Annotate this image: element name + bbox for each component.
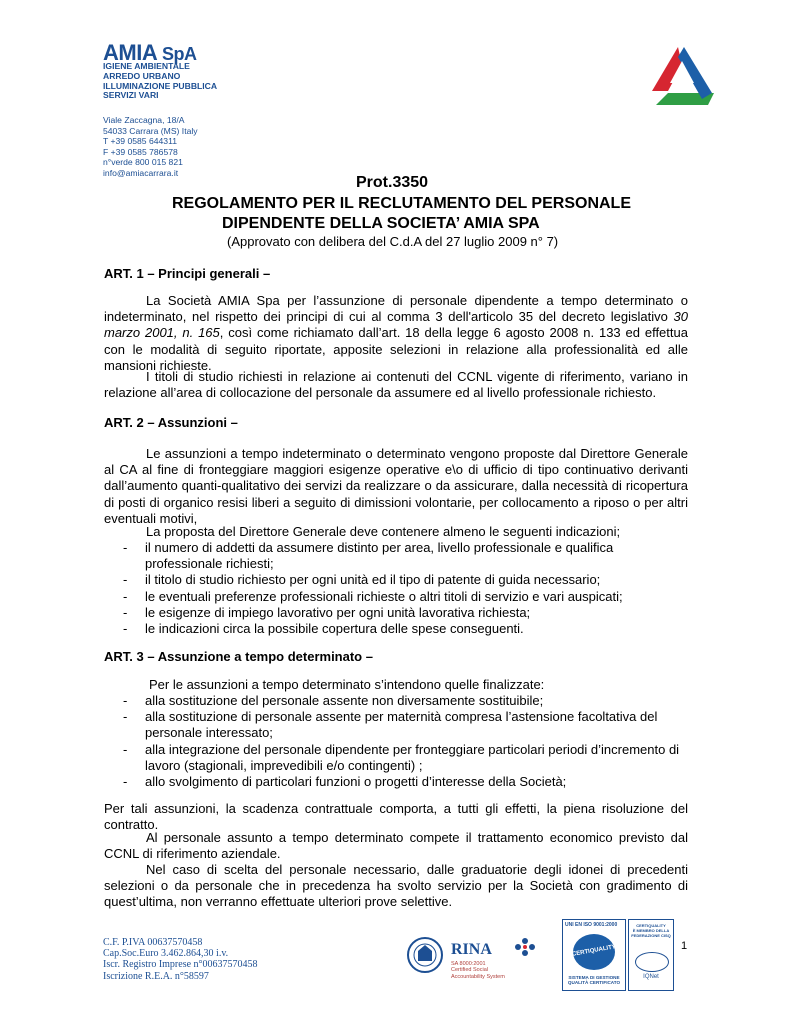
art3-intro: Per le assunzioni a tempo determinato s’intendono quelle finalizzate:: [149, 677, 545, 692]
art2-paragraph-1: Le assunzioni a tempo indeterminato o determinato vengono proposte dal Direttore Generale al CA al fine di fronteggiare maggiori esigenze operative e\o di ufficio di tipo continuativo derivanti dall’aumento quanti-qualitativo dei servizi da realizzare o da assicurare, dalla necessità di ricopertura di posti di organico resisi liberi a seguito di dimissioni volontarie, per collocamento a riposo o per altri eventuali motivi,: [104, 446, 688, 526]
document-title-line-1: REGOLAMENTO PER IL RECLUTAMENTO DEL PERSONALE: [172, 195, 631, 212]
art3-paragraph-1: Per tali assunzioni, la scadenza contrattuale comporta, a tutti gli effetti, la piena risoluzione del contratto.: [104, 801, 688, 833]
art3-bullet-list: [104, 693, 684, 790]
rina-certification: [405, 921, 545, 989]
iqnet-label: IQNet: [643, 974, 659, 980]
rina-subtitle: SA 8000:2001 Certified Social Accountability System: [451, 961, 505, 980]
fax-line: F +39 0585 786578: [103, 146, 178, 157]
approval-note: (Approvato con delibera del C.d.A del 27 luglio 2009 n° 7): [227, 234, 559, 249]
cert-frame: [562, 919, 626, 991]
email-line: info@amiacarrara.it: [103, 167, 179, 178]
cisq-text: CERTIQUALITY È MEMBRO DELLA FEDERAZIONE CISQ: [631, 923, 671, 938]
art3-paragraph-2: Al personale assunto a tempo determinato compete il trattamento economico previsto dal CCNL di riferimento aziendale.: [104, 830, 688, 862]
address-line: Viale Zaccagna, 18/A: [103, 115, 185, 125]
decree-reference: 30 marzo 2001, n. 165: [104, 309, 688, 341]
tax-code: C.F. P.IVA 00637570458: [103, 937, 203, 948]
list-item: - le indicazioni circa la possibile copertura delle spese conseguenti.: [123, 621, 524, 637]
art3-heading: ART. 3 – Assunzione a tempo determinato –: [104, 649, 373, 664]
list-item: - il titolo di studio richiesto per ogni unità ed il tipo di patente di guida necessario;: [123, 572, 601, 588]
list-item: - alla sostituzione di personale assente per maternità compresa l’astensione facoltativa del personale interessato;: [123, 709, 658, 741]
phone-line: T +39 0585 644311: [103, 136, 177, 146]
iso-certification: [562, 919, 674, 991]
art1-paragraph-2: I titoli di studio richiesti in relazione ai contenuti del CCNL vigente di riferimento, variano in relazione all’area di collocazione del personale da assumere ed al livello professionale richiesto.: [104, 369, 688, 401]
cert-standard: UNI EN ISO 9001:2000: [565, 922, 618, 928]
company-suffix: SpA: [162, 44, 197, 64]
service-line: ILLUMINAZIONE PUBBLICA: [103, 80, 218, 91]
list-item: - le eventuali preferenze professionali richieste o altri titoli di servizio e vari auspicati;: [123, 588, 623, 604]
service-line: ARREDO URBANO: [103, 70, 181, 81]
list-item: - le esigenze di impiego lavorativo per ogni unità lavorativa richiesta;: [123, 604, 531, 620]
page-number: 1: [681, 940, 688, 952]
list-item: - alla sostituzione del personale assente non diversamente sostituibile;: [123, 693, 544, 708]
company-services: [103, 62, 217, 101]
toll-free-line: n°verde 800 015 821: [103, 157, 183, 167]
company-address: [103, 115, 198, 178]
art1-heading: ART. 1 – Principi generali –: [104, 266, 271, 281]
art2-bullet-list: [104, 540, 684, 637]
amia-triangle-logo-icon: [648, 43, 716, 109]
list-item: - allo svolgimento di particolari funzioni o progetti d’interesse della Società;: [123, 774, 567, 790]
logo-red-stroke: [652, 47, 682, 91]
art2-paragraph-2: La proposta del Direttore Generale deve contenere almeno le seguenti indicazioni;: [146, 524, 621, 539]
iqnet-globe-icon: [635, 952, 669, 972]
share-capital: Cap.Soc.Euro 3.462.864,30 i.v.: [103, 948, 229, 960]
sa8000-mark-icon: [515, 938, 535, 956]
footer-company-info: [103, 937, 258, 982]
cert-bottom-text: SISTEMA DI GESTIONE QUALITÀ CERTIFICATO: [567, 975, 621, 986]
address-line: 54033 Carrara (MS) Italy: [103, 125, 198, 136]
service-line: IGIENE AMBIENTALE: [103, 61, 190, 71]
list-item: - alla integrazione del personale dipendente per fronteggiare particolari periodi d’incremento di lavoro (stagionali, imprevedibili e/o contingenti) ;: [123, 741, 680, 773]
business-register: Iscr. Registro Imprese n°00637570458: [103, 959, 258, 971]
company-name: AMIA: [103, 40, 157, 65]
art2-heading: ART. 2 – Assunzioni –: [104, 415, 238, 430]
art1-paragraph-1: La Società AMIA Spa per l’assunzione di personale dipendente a tempo determinato o indeterminato, nel rispetto dei principi di cui al comma 3 dell'articolo 35 del decreto legislativo 30 marzo 2001, n. 165, così come richiamato dall’art. 18 della legge 6 agosto 2008 n. 133 ed effettua con le modalità di seguito riportate, apposite selezioni in relazione alla professionalità ed alle mansioni richieste.: [104, 293, 688, 373]
cisq-frame: [628, 919, 674, 991]
service-line: SERVIZI VARI: [103, 90, 159, 101]
document-title-line-2: DIPENDENTE DELLA SOCIETA’ AMIA SPA: [222, 215, 540, 232]
rina-name: RINA: [451, 941, 492, 958]
art3-paragraph-3: Nel caso di scelta del personale necessario, dalle graduatorie degli idonei di precedenti selezioni o da personale che in precedenza ha svolto servizio per la Società con gradimento di quest’ultima, non verranno effettuate ulteriori prove selettive.: [104, 862, 688, 910]
cert-badge-label: CERTIQUALITY: [571, 944, 617, 958]
list-item: - il numero di addetti da assumere distinto per area, livello professionale e qualifica professionale richiesti;: [123, 540, 614, 572]
protocol-number: Prot.3350: [356, 174, 429, 191]
rea-registration: Iscrizione R.E.A. n°58597: [103, 970, 209, 982]
